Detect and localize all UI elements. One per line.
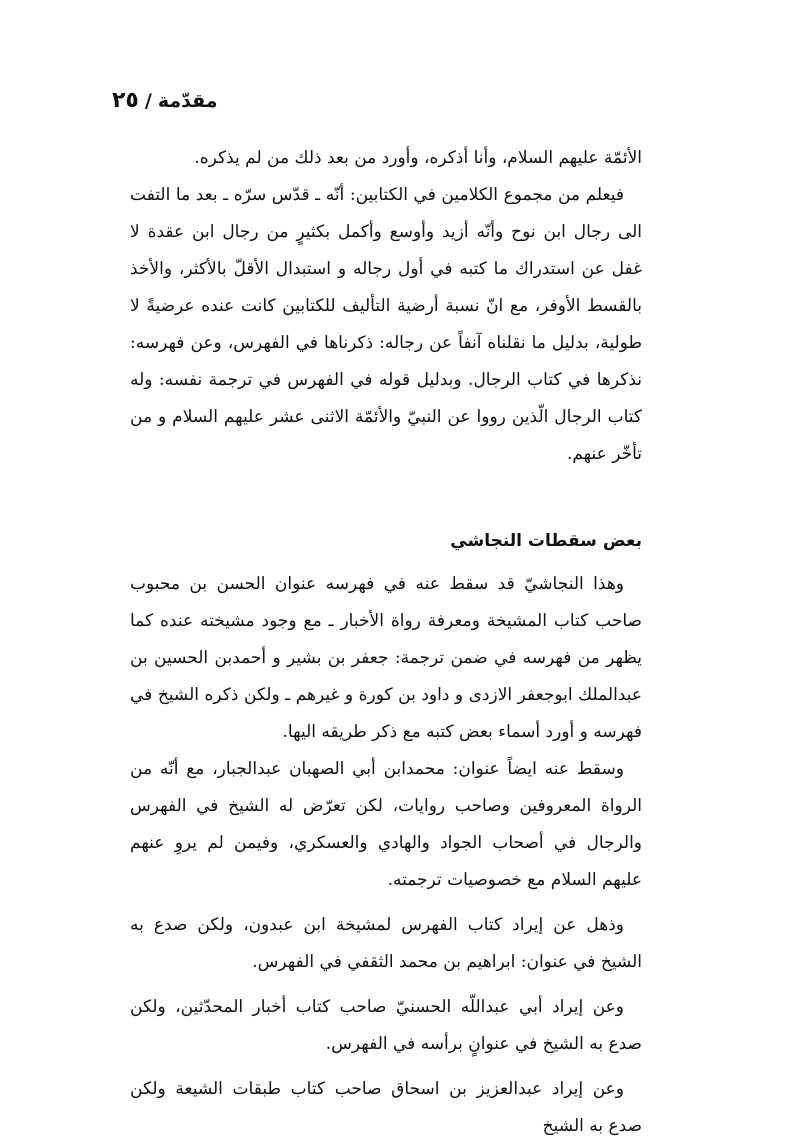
running-header — [112, 88, 218, 113]
running-title: مقدّمة — [157, 90, 218, 112]
paragraph-hasan-ibn-mahbub: وهذا النجاشيّ قد سقط عنه في فهرسه عنوان الحسن بن محبوب صاحب كتاب المشيخة ومعرفة رواة الأخبار ـ مع وجود مشيخته عنده كما يظهر من فهرسه في ضمن ترجمة: جعفر بن بشير و أحمدبن الحسين بن عبدالملك ابوجعفر الازدى و داود بن كورة و غيرهم ـ ولكن ذكره الشيخ في فهرسه و أورد أسماء بعض كتبه مع ذكر طريقه اليها. — [130, 574, 642, 742]
paragraph-conclusion: فيعلم من مجموع الكلامين في الكتابين: أنّه ـ قدّس سرّه ـ بعد ما التفت الى رجال ابن نوح وأنّه أزيد وأوسع وأكمل بكثيرٍ من رجال ابن عقدة لا غفل عن استدراك ما كتبه في أول رجاله و استبدال الأقلّ بالأكثر، والأخذ بالقسط الأوفر، مع انّ نسبة أرضية التأليف للكتابين كانت عنده عرضيةً لا طولية، بدليل ما نقلناه آنفاً عن رجاله: ذكرناها في الفهرس، وعن فهرسه: نذكرها في كتاب الرجال. وبدليل قوله في الفهرس في ترجمة نفسه: وله كتاب الرجال الّذين رووا عن النبيّ والأئمّة الاثنى عشر عليهم السلام و من تأخّر عنهم. — [130, 185, 642, 464]
paragraph-abu-abdullah-al-hasani: وعن إيراد أبي عبداللّه الحسنيّ صاحب كتاب أخبار المحدّثين، ولكن صدع به الشيخ في عنوانٍ برأسه في الفهرس. — [130, 997, 642, 1054]
section-heading: بعض سقطات النجاشي — [450, 531, 642, 551]
paragraph-abd-al-aziz-ibn-ishaq: وعن إيراد عبدالعزيز بن اسحاق صاحب كتاب طبقات الشيعة ولكن صدع به الشيخ — [130, 1079, 642, 1136]
page-number: ٢٥ — [112, 88, 139, 113]
header-separator: / — [144, 90, 152, 112]
paragraph-continuation: الأئمّة عليهم السلام، وأنا أذكره، وأورد من بعد ذلك من لم يذكره. — [194, 148, 642, 168]
main-text — [130, 140, 642, 1145]
paragraph-ibn-abdun: وذهل عن إيراد كتاب الفهرس لمشيخة ابن عبدون، ولكن صدع به الشيخ في عنوان: ابراهيم بن محمد الثقفي في الفهرس. — [130, 915, 642, 972]
paragraph-ibn-abi-al-sahban: وسقط عنه ايضاً عنوان: محمدابن أبي الصهبان عبدالجبار، مع أنّه من الرواة المعروفين وصاحب روايات، لكن تعرّض له الشيخ في الفهرس والرجال في أصحاب الجواد والهادي والعسكري، وفيمن لم يروِ عنهم عليهم السلام مع خصوصيات ترجمته. — [130, 759, 642, 890]
